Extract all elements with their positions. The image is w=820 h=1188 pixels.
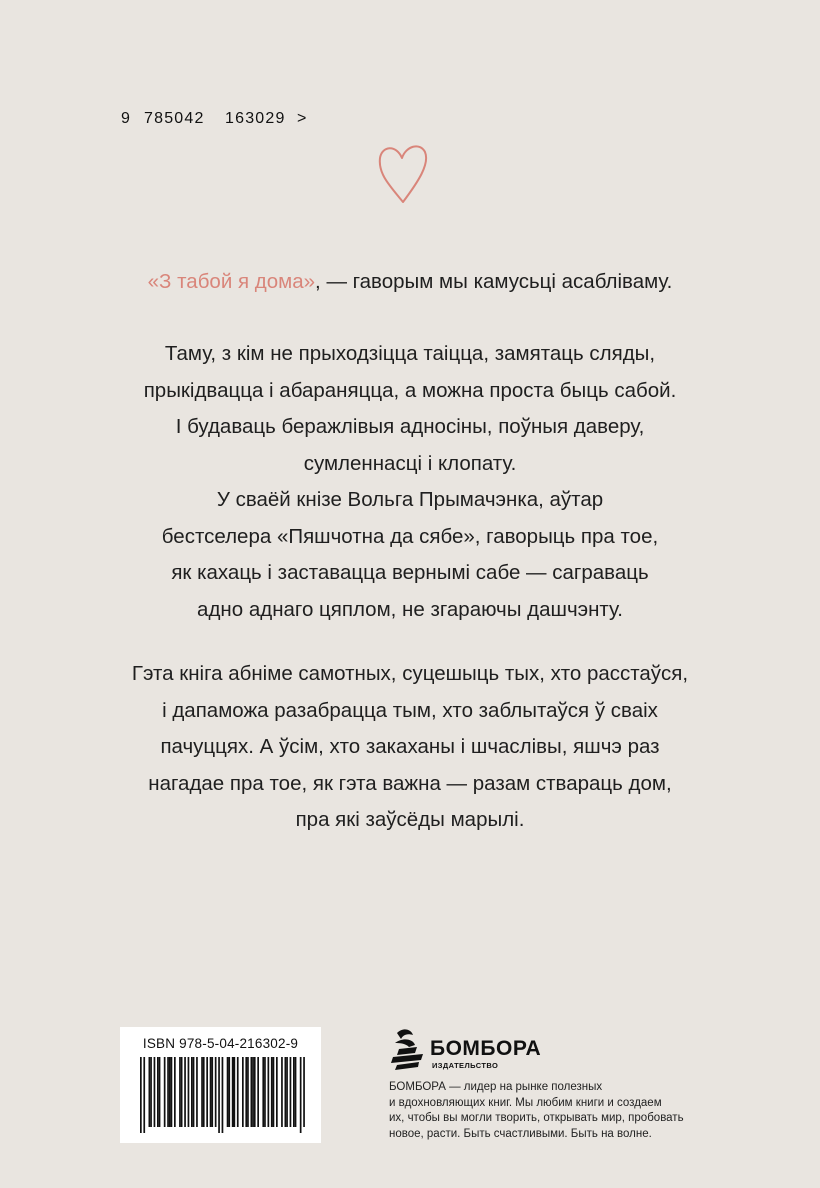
barcode-bar [169,1057,171,1127]
barcode-bar [242,1057,244,1127]
barcode-marker: > [297,110,308,127]
paragraph-line: прыкідвацца і абараняцца, а можна проста быць сабой. [143,378,677,402]
barcode-bar [264,1057,266,1127]
barcode-bar [203,1057,205,1127]
barcode-bar [262,1057,264,1127]
barcode-bar [210,1057,212,1127]
paragraph-line: пачуццях. А ўсім, хто закаханы і шчаслівы, яшчэ раз [160,735,660,758]
barcode-bar [247,1057,249,1127]
paragraph-line: Таму, з кім не прыходзіцца таіцца, замятаць сляды, [164,342,656,365]
barcode-bar [290,1057,292,1127]
publisher-logo-name: БОМБОРА [430,1037,542,1060]
barcode-bar [179,1057,181,1127]
barcode-bar [201,1057,203,1127]
publisher-line: БОМБОРА — лидер на рынке полезных [389,1081,603,1093]
barcode-bar [215,1057,217,1127]
barcode-bar [281,1057,283,1127]
publisher-logo-sub: ИЗДАТЕЛЬСТВО [432,1061,499,1070]
barcode-bar [154,1057,156,1127]
intro-rest: , — гаворым мы камусьці асабліваму. [315,270,673,293]
paragraph-line: адно аднаго цяплом, не згараючы дашчэнту. [197,597,623,621]
barcode-bar [191,1057,193,1127]
barcode-bar [245,1057,247,1127]
paragraph-line: нагадае пра тое, як гэта важна — разам ствараць дом, [148,771,672,795]
paragraph-line: У сваёй кнізе Вольга Прымачэнка, аўтар [216,488,604,511]
barcode-bar [257,1057,259,1127]
barcode-bar [140,1057,142,1133]
barcode-bar [211,1057,213,1127]
barcode-group-1: 785042 [144,110,205,127]
barcode-bar [206,1057,208,1127]
barcode-bar [181,1057,183,1127]
paragraph-line: сумленнасці і клопату. [303,451,517,475]
barcode-bar [184,1057,186,1127]
barcode-block [120,1027,321,1143]
barcode [120,1027,321,1143]
barcode-bar [196,1057,198,1127]
barcode-bar [254,1057,256,1127]
publisher-description [389,1080,729,1142]
barcode-bar [188,1057,190,1127]
barcode-bar [273,1057,275,1127]
paragraph-line: і дапаможа разабрацца тым, хто заблытаўся ў сваіх [162,698,658,722]
paragraph-line: як кахаць і заставацца вернымі сабе — саграваць [171,561,649,584]
barcode-bar [295,1057,297,1127]
paragraph-line: Гэта кніга абніме самотных, суцешыць тых, хто расстаўся, [131,662,689,685]
description-paragraph-1 [90,336,730,628]
barcode-bar [149,1057,151,1127]
barcode-bar [222,1057,224,1133]
barcode-bar [164,1057,166,1127]
barcode-bar [218,1057,220,1133]
publisher-line: и вдохновляющих книг. Мы любим книги и создаем [389,1096,662,1109]
barcode-bar [251,1057,253,1127]
heart-icon [374,142,432,206]
barcode-bar [271,1057,273,1127]
description-paragraph-2 [90,656,730,839]
intro-line [90,264,730,301]
bombora-wave-logo-icon [389,1025,429,1075]
barcode-bar [193,1057,195,1127]
barcode-bar [268,1057,270,1127]
barcode-bar [150,1057,152,1127]
barcode-bar [232,1057,234,1127]
barcode-group-2: 163029 [225,110,286,127]
barcode-bar [159,1057,161,1127]
barcode-bar [276,1057,278,1127]
barcode-bar [300,1057,302,1133]
barcode-bar [285,1057,287,1127]
barcode-bar [143,1057,145,1133]
publisher-line: их, чтобы вы могли творить, открывать мир, пробовать [389,1112,684,1124]
barcode-bar [303,1057,305,1127]
isbn-text: ISBN 978-5-04-216302-9 [142,1036,299,1051]
paragraph-line: І будаваць беражлівыя адносіны, поўныя даверу, [175,415,645,438]
barcode-bar [167,1057,169,1127]
barcode-bar [293,1057,295,1127]
intro-paragraph [90,264,730,301]
barcode-bar [286,1057,288,1127]
barcode-bar [234,1057,236,1127]
barcode-bar [228,1057,230,1127]
paragraph-line: бестселера «Пяшчотна да сябе», гаворыць пра тое, [161,524,659,548]
barcode-bar [174,1057,176,1127]
barcode-bar [171,1057,173,1127]
paragraph-line: пра які заўсёды марылі. [295,808,525,831]
barcode-first-digit: 9 [121,110,132,127]
publisher-line: новое, расти. Быть счастливыми. Быть на волне. [389,1127,652,1140]
barcode-bar [157,1057,159,1127]
barcode-bar [227,1057,229,1127]
barcode-bar [237,1057,239,1127]
barcode-bar [252,1057,254,1127]
intro-quote: «З табой я дома» [147,270,316,293]
